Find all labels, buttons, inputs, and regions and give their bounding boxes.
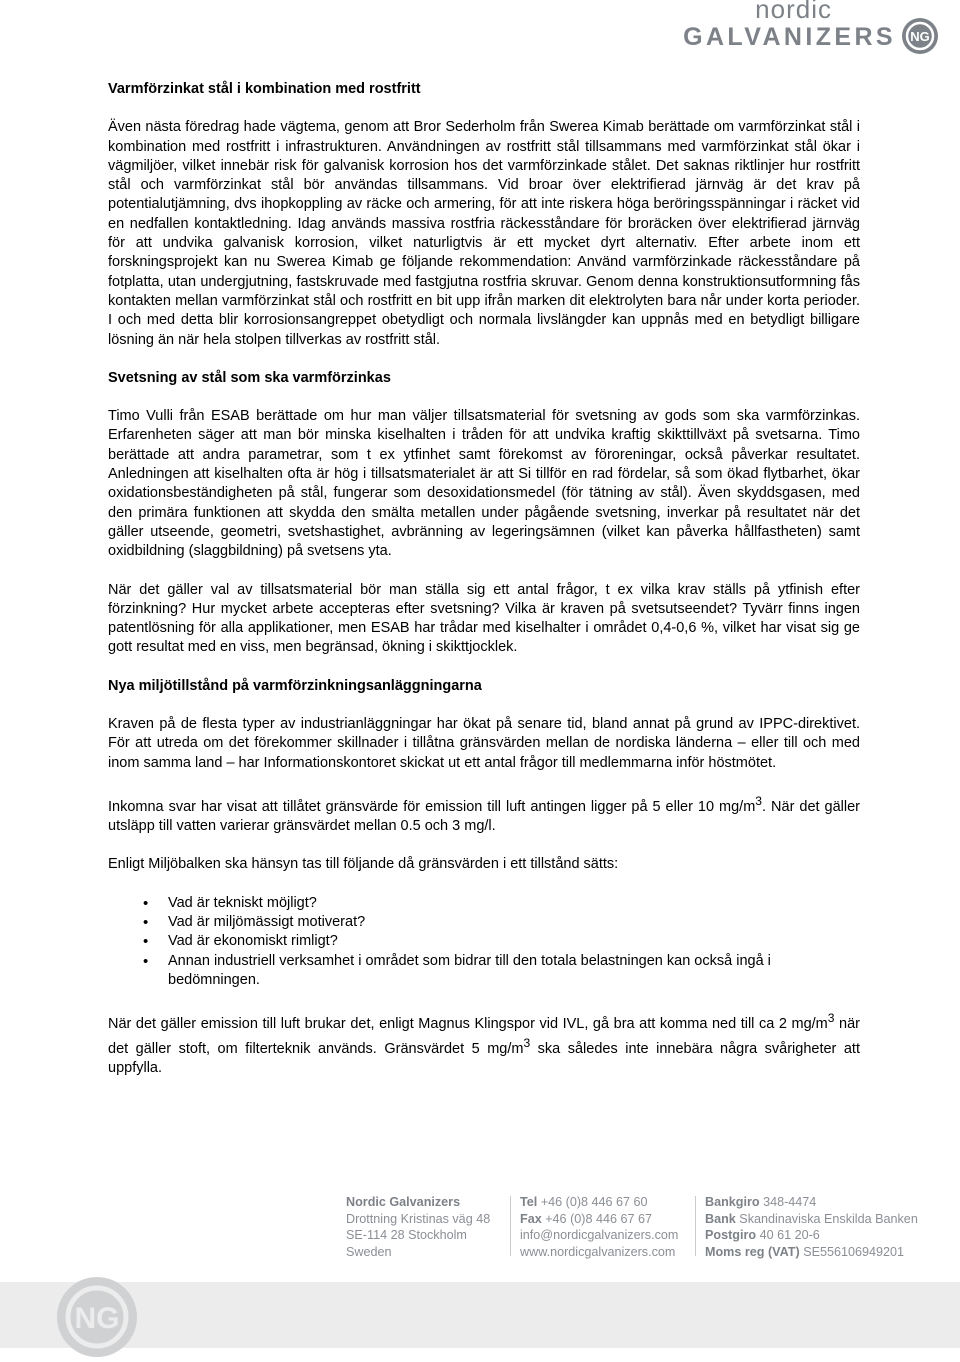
footer-contact: [520, 1194, 678, 1260]
paragraph-closing: [108, 1009, 860, 1079]
company-logo: [660, 0, 960, 60]
list-item: • Annan industriell verksamhet i området som bidrar till den totala belastningen kan också ingå i bedömningen.: [168, 952, 860, 991]
footer-web-link[interactable]: www.nordicgalvanizers.com: [520, 1244, 676, 1259]
list-item: • Vad är miljömässigt motiverat?: [168, 913, 860, 932]
section-heading-stainless: Varmförzinkat stål i kombination med rostfritt: [108, 81, 421, 97]
logo-wordmark-nordic: nordic: [755, 0, 832, 24]
footer-postgiro-label: Postgiro: [705, 1228, 757, 1243]
considerations-list: [108, 894, 860, 990]
footer-bankgiro: 348-4474: [763, 1195, 817, 1209]
svg-text:NG: NG: [74, 1302, 120, 1335]
list-item: • Vad är tekniskt möjligt?: [168, 894, 860, 913]
emission-superscript: 3: [755, 793, 763, 808]
paragraph-welding-1: Timo Vulli från ESAB berättade om hur man väljer tillsatsmaterial för svetsning av gods som ska varmförzinkas. Erfarenheten säger att man bör minska kiselhalten i tråden för att undvika kraftig skikttillväxt på svetsarna. Timo berättade att andra parametrar, som t ex ytfinhet samt förekomst av föroreningar, också påverkar resultatet. Anledningen att kiselhalten ofta är hög i tillsatsmaterialet är att Si tillför en rad fördelar, så som ökad flytbarhet, ökar oxidationsbeständigheten på stål, fungerar som desoxidationsmedel (för tätning av stål). Även skyddsgasen, med den primära funktionen att skydda den smälta metallen under pågående svetsning, inverkar på resultatet när det gäller utseende, geometri, svetshastighet, avbränning av legeringsämnen (vilket kan påverka hållfastheten) samt oxidbildning (slaggbildning) på svetsens yta.: [108, 408, 860, 560]
closing-superscript-2: 3: [523, 1036, 531, 1051]
footer-fax-label: Fax: [520, 1211, 542, 1226]
footer-postal: SE-114 28 Stockholm: [346, 1228, 467, 1243]
footer-bankgiro-label: Bankgiro: [705, 1195, 760, 1209]
list-item: • Vad är ekonomiskt rimligt?: [168, 932, 860, 951]
svg-text:NG: NG: [910, 29, 930, 44]
emission-text-before: Inkomna svar har visat att tillåtet gränsvärde för emission till luft antingen ligger på 5 eller 10 mg/m: [108, 798, 756, 815]
article-body: [108, 80, 860, 1098]
footer-bank: Skandinaviska Enskilda Banken: [739, 1211, 918, 1226]
paragraph-emission-limits: [108, 792, 860, 836]
footer-fax: +46 (0)8 446 67 67: [545, 1211, 652, 1226]
closing-superscript-1: 3: [827, 1011, 835, 1026]
paragraph-stainless: Även nästa föredrag hade vägtema, genom att Bror Sederholm från Swerea Kimab berättade om varmförzinkat stål i kombination med rostfritt i infrastrukturen. Användningen av rostfritt stål tillsammans med varmförzinkat stål ökar i vägmiljöer, vilket innebär risk för galvanisk korrosion hos det varmförzinkade stålet. Det saknas riktlinjer hur rostfritt stål och varmförzinkat stål bör användas tillsammans. Vid broar över elektrifierad järnväg är det krav på potentialutjämning, dvs ihopkoppling av räcke och armering, för att inte riskera höga beröringsspänningar i räcket vid en nedfallen kontaktledning. Idag används massiva rostfria räckesståndare för broräcken över elektrifierad järnväg för att undvika galvanisk korrosion, vilket naturligtvis är ett mycket dyrt alternativ. Efter arbete inom ett forskningsprojekt kan nu Swerea Kimab ge följande rekommendation: Använd varmförzinkade räckesståndare på fotplatta, utan undergjutning, fastskruvade med fastgjutna rostfria skruvar. Genom denna konstruktionsutformning fås kontakten mellan varmförzinkat stål och rostfritt en bit upp ifrån marken dit elektrolyten bara når under korta perioder. I och med detta blir korrosionsangreppet obetydligt och normala livslängder kan uppnås med en betydligt billigare lösning än när hela stolpen tillverkas av rostfritt stål.: [108, 119, 860, 348]
footer-company: Nordic Galvanizers: [346, 1195, 461, 1209]
letterhead-footer: [0, 1190, 960, 1270]
footer-tel-label: Tel: [520, 1195, 538, 1209]
footer-street: Drottning Kristinas väg 48: [346, 1211, 491, 1226]
footer-bank-label: Bank: [705, 1211, 736, 1226]
bottom-band: [0, 1282, 960, 1348]
footer-vat: SE556106949201: [803, 1244, 905, 1259]
footer-divider: [695, 1196, 696, 1256]
footer-banking: [705, 1194, 918, 1260]
closing-text-1: När det gäller emission till luft brukar det, enligt Magnus Klingspor vid IVL, gå bra att komma ned till ca 2 mg/m: [108, 1015, 828, 1032]
footer-divider: [510, 1196, 511, 1256]
section-heading-permits: Nya miljötillstånd på varmförzinkningsanläggningarna: [108, 677, 482, 694]
ng-watermark-icon: [52, 1272, 142, 1362]
footer-tel: +46 (0)8 446 67 60: [540, 1195, 648, 1209]
footer-postgiro: 40 61 20-6: [759, 1228, 820, 1243]
footer-email-link[interactable]: info@nordicgalvanizers.com: [520, 1228, 679, 1243]
footer-country: Sweden: [346, 1244, 392, 1259]
paragraph-list-intro: Enligt Miljöbalken ska hänsyn tas till följande då gränsvärden i ett tillstånd sätts:: [108, 856, 619, 873]
logo-wordmark-galvanizers: GALVANIZERS: [683, 23, 896, 51]
ng-logo-icon: [900, 16, 940, 56]
paragraph-permits-1: Kraven på de flesta typer av industrianläggningar har ökat på senare tid, bland annat på grund av IPPC-direktivet. För att utreda om det förekommer skillnader i tillåtna gränsvärden mellan de nordiska länderna – eller till och med inom samma land – har Informationskontoret skickat ut ett antal frågor till medlemmarna inför höstmötet.: [108, 716, 860, 771]
section-heading-welding: Svetsning av stål som ska varmförzinkas: [108, 369, 391, 386]
closing-text-3: ska således inte innebära några svårigheter att uppfylla.: [108, 1041, 860, 1077]
footer-vat-label: Moms reg (VAT): [705, 1244, 800, 1259]
footer-address: [346, 1194, 490, 1260]
paragraph-welding-2: När det gäller val av tillsatsmaterial bör man ställa sig ett antal frågor, t ex vilka krav ställs på ytfinish efter förzinkning? Hur mycket arbete accepteras efter svetsning? Vilka är kraven på svetsutseendet? Tyvärr finns ingen patentlösning för alla applikationer, men ESAB har trådar med kiselhalter i området 0,4-0,6 %, vilket har visat sig ge gott resultat med en viss, men begränsad, ökning i skikttjocklek.: [108, 581, 860, 656]
emission-text-after: . När det gäller utsläpp till vatten varierar gränsvärdet mellan 0.5 och 3 mg/l.: [108, 798, 860, 835]
closing-text-2: när det gäller stoft, om filterteknik används. Gränsvärdet 5 mg/m: [108, 1015, 860, 1058]
